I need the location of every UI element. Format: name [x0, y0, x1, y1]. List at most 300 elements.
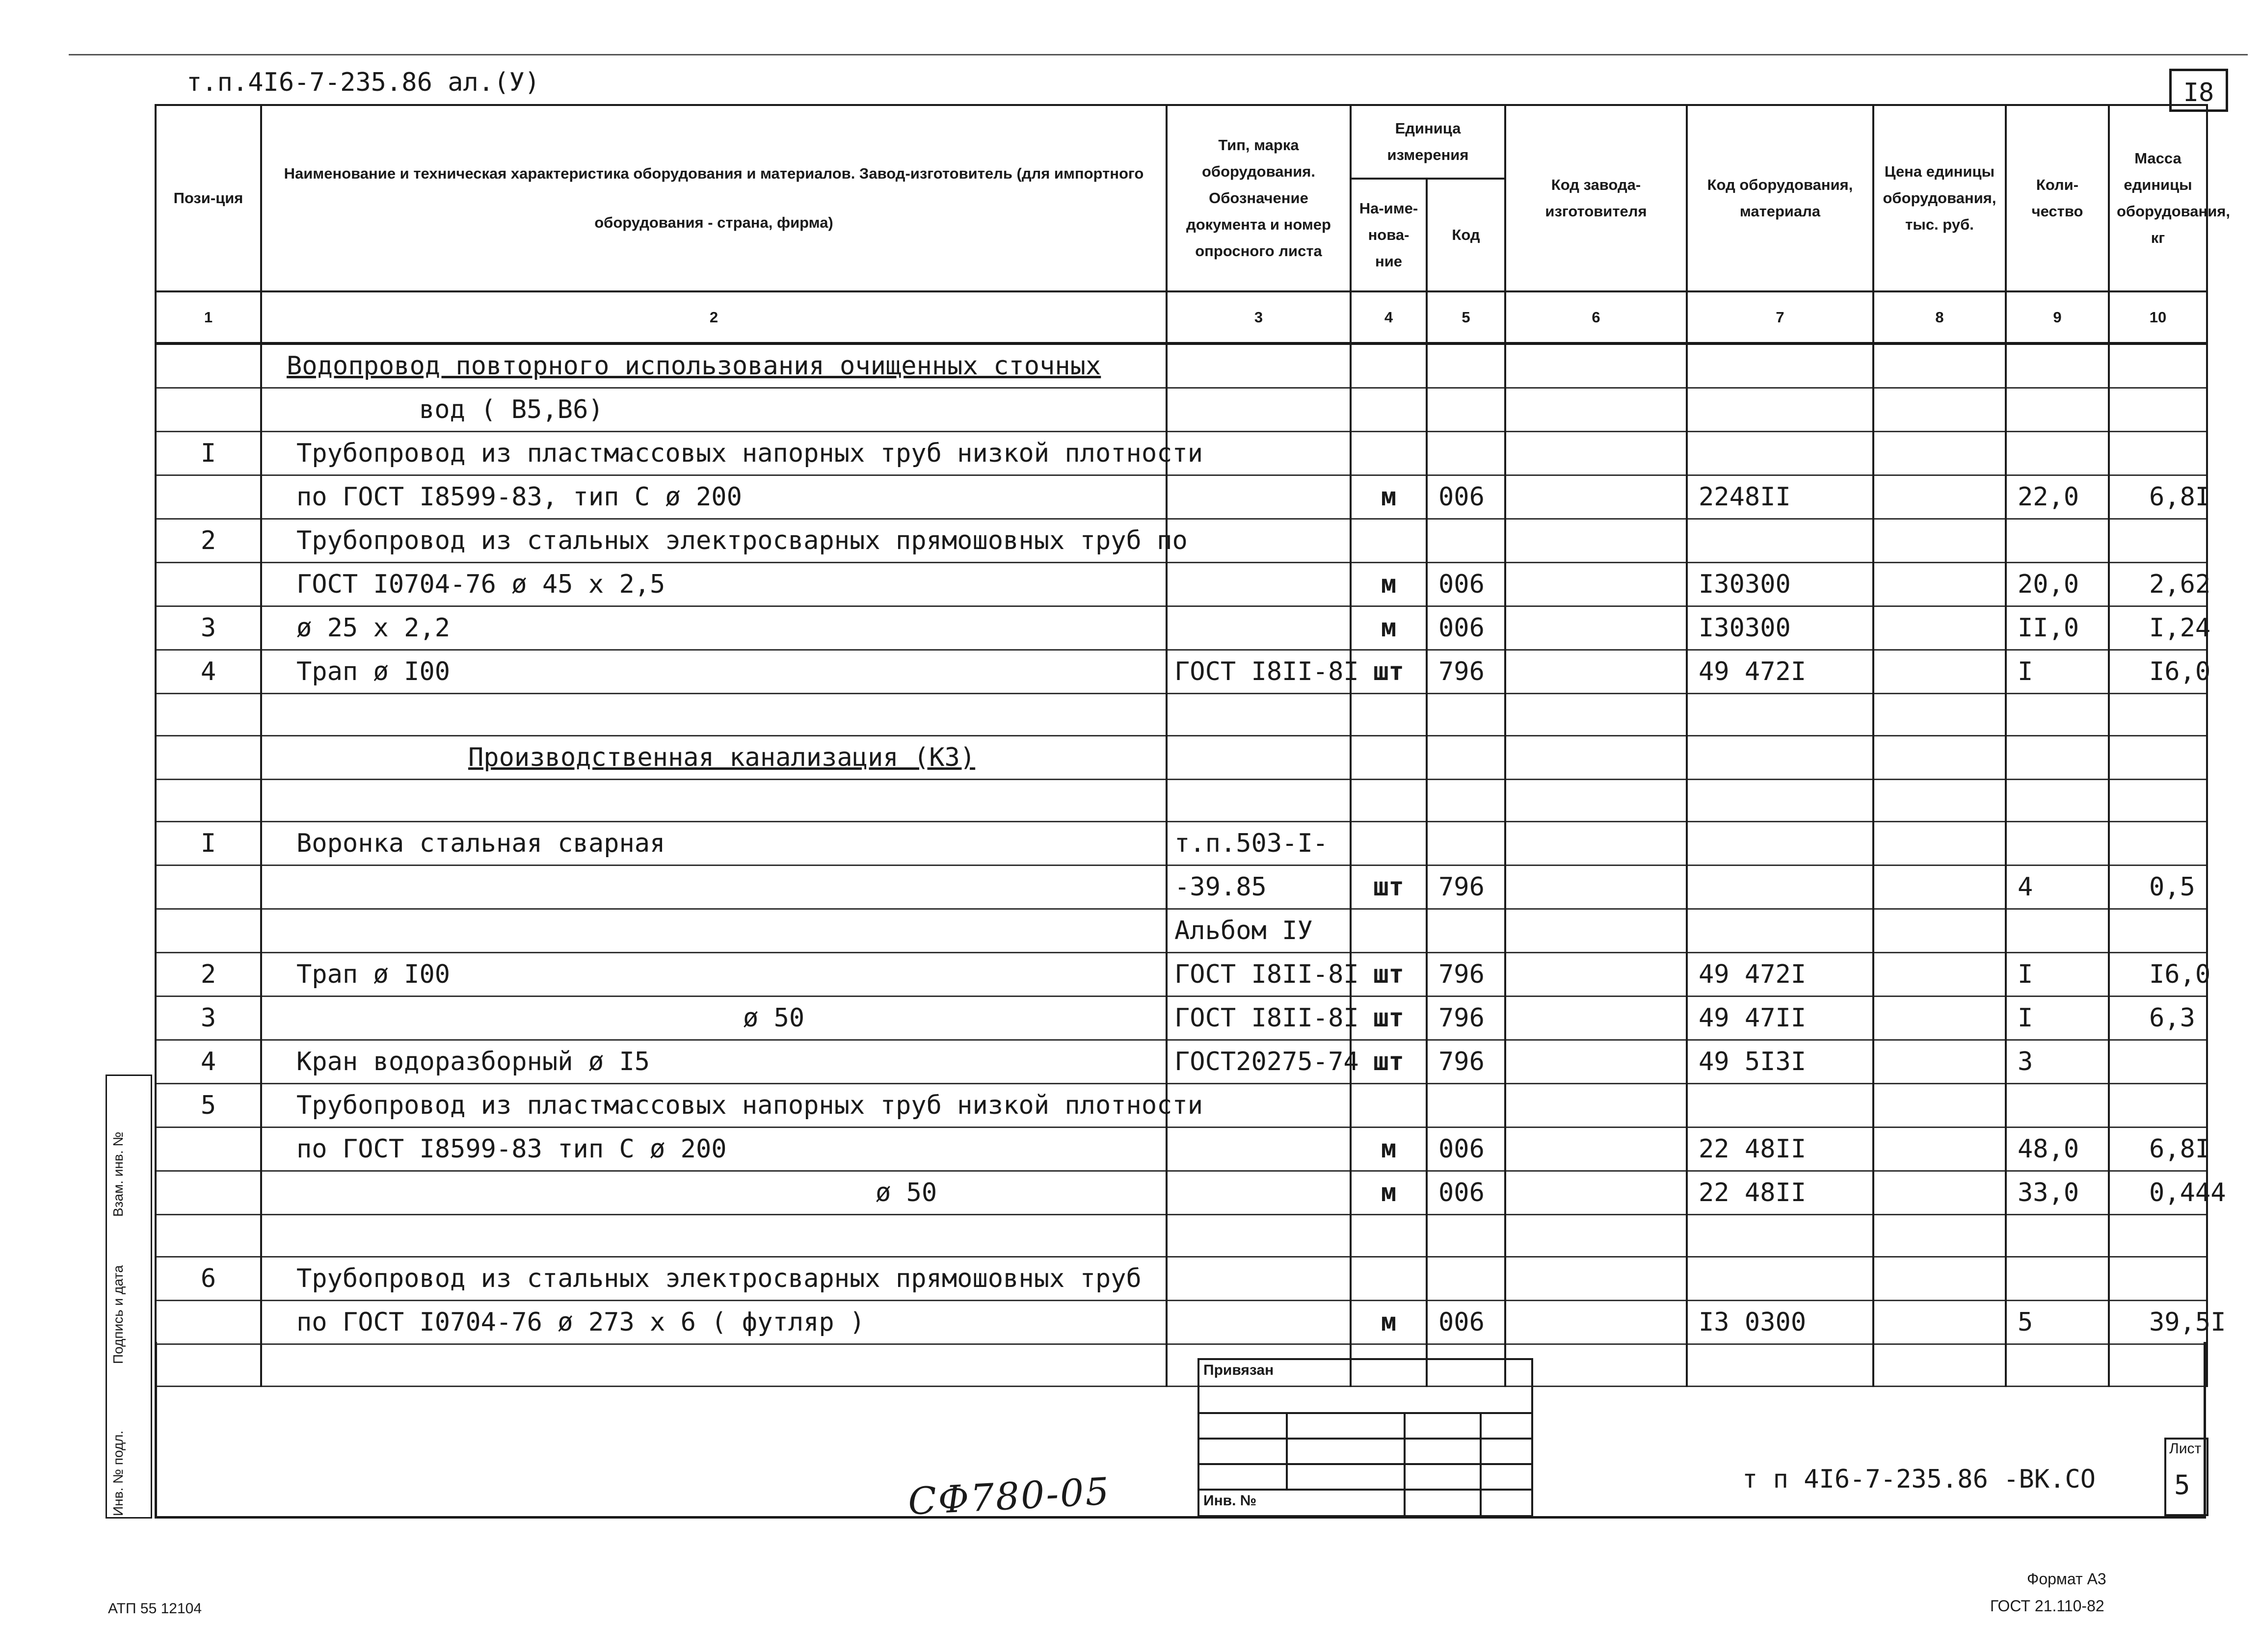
cell-unit-mass-text: 2,62	[2149, 570, 2211, 599]
side-label-signature-date: Подпись и дата	[110, 1265, 126, 1364]
cell-plant-code	[1505, 519, 1687, 563]
cell-quantity	[2006, 475, 2109, 519]
cell-unit	[1351, 650, 1427, 694]
cell-quantity-text: 48,0	[2018, 1134, 2079, 1164]
cell-unit-price	[1873, 780, 2006, 822]
header-position: Пози-ция	[156, 105, 261, 291]
item-name: Трап ø I00	[296, 960, 451, 989]
cell-equipment-code	[1687, 1171, 1873, 1215]
cell-position	[156, 865, 261, 909]
item-name: Трубопровод из пластмассовых напорных труб низкой плотности	[296, 1091, 1203, 1120]
cell-name	[261, 1040, 1167, 1084]
cell-unit-price	[1873, 475, 2006, 519]
cell-plant-code	[1505, 996, 1687, 1040]
cell-quantity-text: 4	[2018, 872, 2033, 902]
cell-name	[261, 563, 1167, 606]
cell-unit-price	[1873, 1215, 2006, 1257]
cell-quantity-text: 20,0	[2018, 570, 2079, 599]
cell-unit-mass-text: 6,8I	[2149, 482, 2211, 512]
table-row	[156, 388, 2207, 432]
cell-unit-code	[1427, 822, 1505, 865]
cell-plant-code	[1505, 1128, 1687, 1171]
cell-unit-code	[1427, 475, 1505, 519]
cell-type	[1167, 996, 1359, 1040]
item-name: Воронка стальная сварная	[296, 829, 665, 858]
cell-name	[261, 519, 1188, 563]
cell-equipment-code-text: I30300	[1699, 570, 1791, 599]
column-number: 10	[2109, 291, 2207, 343]
cell-plant-code	[1505, 736, 1687, 780]
cell-unit-mass-text: 6,3	[2149, 1003, 2195, 1033]
cell-quantity	[2006, 343, 2109, 388]
cell-type	[1167, 822, 1351, 865]
cell-quantity	[2006, 1040, 2109, 1084]
table-row	[156, 1215, 2207, 1257]
cell-plant-code	[1505, 694, 1687, 736]
cell-unit-code	[1427, 1084, 1505, 1128]
cell-unit	[1351, 1215, 1427, 1257]
cell-equipment-code-text: 22 48II	[1699, 1178, 1807, 1207]
cell-equipment-code	[1687, 865, 1873, 909]
table-row	[156, 1084, 2207, 1128]
table-row	[156, 736, 2207, 780]
cell-quantity	[2006, 1215, 2109, 1257]
cell-unit	[1351, 1084, 1427, 1128]
binding-stamp	[1197, 1358, 1533, 1517]
cell-position-text: 6	[200, 1264, 216, 1293]
cell-quantity	[2006, 650, 2109, 694]
cell-equipment-code	[1687, 780, 1873, 822]
cell-unit-price	[1873, 388, 2006, 432]
cell-name	[261, 1171, 1167, 1215]
cell-position	[156, 953, 261, 996]
cell-unit-code-text: 796	[1438, 872, 1485, 902]
cell-unit-code	[1427, 996, 1505, 1040]
cell-plant-code	[1505, 343, 1687, 388]
cell-position-text: 5	[200, 1091, 216, 1120]
cell-unit-code	[1427, 865, 1505, 909]
column-number: 7	[1687, 291, 1873, 343]
table-row	[156, 1257, 2207, 1301]
cell-quantity	[2006, 996, 2109, 1040]
cell-quantity	[2006, 822, 2109, 865]
header-unit-code: Код	[1427, 179, 1505, 291]
sheet-label: Лист	[2169, 1441, 2202, 1457]
cell-unit	[1351, 694, 1427, 736]
item-name: ø 50	[743, 1003, 805, 1033]
cell-unit-price	[1873, 519, 2006, 563]
cell-equipment-code	[1687, 953, 1873, 996]
cell-unit-price	[1873, 909, 2006, 953]
cell-unit	[1351, 1040, 1427, 1084]
cell-unit-code-text: 796	[1438, 657, 1485, 686]
cell-unit-code-text: 006	[1438, 1178, 1485, 1207]
gost-label: ГОСТ 21.110-82	[1990, 1597, 2104, 1615]
cell-unit-mass	[2109, 1257, 2207, 1301]
cell-unit-price	[1873, 606, 2006, 650]
cell-name	[261, 909, 1167, 953]
header-name: Наименование и техническая характеристика оборудования и материалов. Завод-изготовитель (для импортного оборудования - страна, фирма)	[261, 105, 1167, 291]
cell-equipment-code	[1687, 388, 1873, 432]
cell-quantity-text: 33,0	[2018, 1178, 2079, 1207]
table-row	[156, 1128, 2207, 1171]
cell-plant-code	[1505, 432, 1687, 475]
cell-position-text: 2	[200, 960, 216, 989]
cell-position	[156, 343, 261, 388]
cell-unit-code	[1427, 650, 1505, 694]
cell-unit-mass-text: 6,8I	[2149, 1134, 2211, 1164]
cell-quantity	[2006, 780, 2109, 822]
cell-unit-text: шт	[1373, 960, 1404, 989]
cell-name	[261, 865, 1167, 909]
cell-type-text: ГОСТ20275-74	[1174, 1047, 1359, 1076]
cell-quantity	[2006, 1301, 2109, 1344]
cell-name	[261, 953, 1167, 996]
cell-type-text: ГОСТ I8II-8I	[1174, 960, 1359, 989]
item-name: Трубопровод из пластмассовых напорных труб низкой плотности	[296, 439, 1203, 468]
cell-unit-price	[1873, 563, 2006, 606]
cell-unit-mass	[2109, 475, 2211, 519]
header-unit-group: Единица измерения	[1351, 105, 1505, 179]
column-number: 8	[1873, 291, 2006, 343]
cell-type	[1167, 1257, 1351, 1301]
header-unit-price: Цена единицы оборудования, тыс. руб.	[1873, 105, 2006, 291]
cell-type	[1167, 475, 1351, 519]
cell-unit-mass	[2109, 1301, 2226, 1344]
cell-equipment-code	[1687, 1301, 1873, 1344]
cell-unit-mass	[2109, 996, 2207, 1040]
cell-position-text: 4	[200, 1047, 216, 1076]
cell-name	[261, 780, 1167, 822]
cell-equipment-code	[1687, 606, 1873, 650]
cell-type	[1167, 953, 1359, 996]
cell-type-text: ГОСТ I8II-8I	[1174, 1003, 1359, 1033]
cell-unit	[1351, 780, 1427, 822]
cell-quantity-text: II,0	[2018, 613, 2079, 643]
item-name: вод ( В5,В6)	[419, 395, 604, 424]
cell-plant-code	[1505, 1171, 1687, 1215]
cell-quantity	[2006, 1171, 2109, 1215]
cell-unit-code	[1427, 519, 1505, 563]
cell-unit-code	[1427, 1215, 1505, 1257]
cell-unit-mass	[2109, 909, 2207, 953]
header-plant-code: Код завода-изготовителя	[1505, 105, 1687, 291]
header-equipment-code: Код оборудования, материала	[1687, 105, 1873, 291]
item-name: ø 50	[876, 1178, 937, 1207]
cell-name	[261, 1084, 1203, 1128]
cell-quantity	[2006, 1257, 2109, 1301]
cell-unit-text: шт	[1373, 1047, 1404, 1076]
header-type: Тип, марка оборудования. Обозначение документа и номер опросного листа	[1167, 105, 1351, 291]
cell-plant-code	[1505, 475, 1687, 519]
cell-equipment-code	[1687, 650, 1873, 694]
cell-quantity-text: 5	[2018, 1308, 2033, 1337]
column-number: 2	[261, 291, 1167, 343]
cell-unit-code	[1427, 1171, 1505, 1215]
cell-unit	[1351, 822, 1427, 865]
cell-unit-text: м	[1381, 1134, 1397, 1164]
cell-plant-code	[1505, 650, 1687, 694]
cell-equipment-code-text: I3 0300	[1699, 1308, 1807, 1337]
cell-quantity-text: I	[2018, 960, 2033, 989]
cell-unit-code	[1427, 1040, 1505, 1084]
cell-equipment-code-text: 49 47II	[1699, 1003, 1807, 1033]
cell-unit-mass	[2109, 432, 2207, 475]
cell-quantity	[2006, 519, 2109, 563]
cell-unit-mass	[2109, 822, 2207, 865]
cell-quantity	[2006, 694, 2109, 736]
cell-unit	[1351, 1301, 1427, 1344]
table-row	[156, 475, 2207, 519]
cell-type	[1167, 650, 1359, 694]
cell-position	[156, 1084, 261, 1128]
cell-unit-code	[1427, 736, 1505, 780]
cell-unit-code-text: 006	[1438, 1134, 1485, 1164]
table-row	[156, 780, 2207, 822]
cell-unit	[1351, 996, 1427, 1040]
cell-position	[156, 909, 261, 953]
doc-reference: т.п.4I6-7-235.86 ал.(У)	[186, 68, 540, 97]
cell-name	[261, 736, 1167, 780]
cell-quantity	[2006, 606, 2109, 650]
cell-unit-code	[1427, 343, 1505, 388]
header-quantity: Коли-чество	[2006, 105, 2109, 291]
table-row	[156, 1301, 2207, 1344]
cell-position	[156, 1040, 261, 1084]
cell-equipment-code	[1687, 996, 1873, 1040]
cell-unit-mass	[2109, 1171, 2226, 1215]
cell-position-text: 3	[200, 1003, 216, 1033]
cell-quantity-text: I	[2018, 657, 2033, 686]
specification-body	[156, 343, 2226, 1387]
cell-type	[1167, 865, 1351, 909]
table-row	[156, 432, 2207, 475]
cell-equipment-code	[1687, 1215, 1873, 1257]
cell-equipment-code	[1687, 736, 1873, 780]
table-row	[156, 996, 2207, 1040]
cell-unit-mass-text: 39,5I	[2149, 1308, 2226, 1337]
table-row	[156, 953, 2207, 996]
cell-quantity	[2006, 1084, 2109, 1128]
handwritten-note: СФ780-05	[906, 1469, 1112, 1523]
cell-equipment-code	[1687, 432, 1873, 475]
cell-position	[156, 822, 261, 865]
cell-unit-code	[1427, 388, 1505, 432]
cell-plant-code	[1505, 1301, 1687, 1344]
cell-unit-text: м	[1381, 570, 1397, 599]
cell-equipment-code-text: 22 48II	[1699, 1134, 1807, 1164]
cell-type	[1167, 736, 1351, 780]
cell-unit-mass	[2109, 1040, 2207, 1084]
cell-unit-price	[1873, 996, 2006, 1040]
cell-unit-code-text: 796	[1438, 1047, 1485, 1076]
cell-position	[156, 432, 261, 475]
cell-type	[1167, 1040, 1359, 1084]
cell-unit-code	[1427, 606, 1505, 650]
item-name: Кран водоразборный ø I5	[296, 1047, 650, 1076]
cell-equipment-code-text: 49 472I	[1699, 657, 1807, 686]
side-label-replaced-inv: Взам. инв. №	[110, 1131, 126, 1217]
cell-name	[261, 1301, 1167, 1344]
header-unit-mass: Масса единицы оборудования, кг	[2109, 105, 2207, 291]
section-title: Водопровод повторного использования очищенных сточных	[287, 351, 1101, 381]
cell-unit-code	[1427, 1128, 1505, 1171]
cell-plant-code	[1505, 822, 1687, 865]
cell-unit-code	[1427, 1257, 1505, 1301]
cell-name	[261, 606, 1167, 650]
cell-unit-mass	[2109, 736, 2207, 780]
cell-unit	[1351, 343, 1427, 388]
item-name: ГОСТ I0704-76 ø 45 х 2,5	[296, 570, 665, 599]
cell-equipment-code	[1687, 563, 1873, 606]
cell-unit-price	[1873, 343, 2006, 388]
cell-unit-mass-text: 0,5	[2149, 872, 2195, 902]
cell-unit-mass	[2109, 1128, 2211, 1171]
cell-unit-code-text: 796	[1438, 1003, 1485, 1033]
cell-name	[261, 822, 1167, 865]
cell-unit-code-text: 006	[1438, 570, 1485, 599]
item-name: Трубопровод из стальных электросварных прямошовных труб	[296, 1264, 1142, 1293]
cell-unit-mass	[2109, 694, 2207, 736]
cell-unit-mass	[2109, 1215, 2207, 1257]
cell-quantity	[2006, 1128, 2109, 1171]
cell-equipment-code	[1687, 1128, 1873, 1171]
cell-position	[156, 694, 261, 736]
cell-unit-mass-text: I6,0	[2149, 960, 2211, 989]
cell-quantity-text: 22,0	[2018, 482, 2079, 512]
cell-unit-text: м	[1381, 482, 1397, 512]
cell-equipment-code	[1687, 343, 1873, 388]
cell-equipment-code-text: I30300	[1699, 613, 1791, 643]
table-row	[156, 822, 2207, 865]
cell-unit-code-text: 006	[1438, 613, 1485, 643]
cell-unit-price	[1873, 1128, 2006, 1171]
cell-position	[156, 1171, 261, 1215]
cell-equipment-code	[1687, 1257, 1873, 1301]
cell-unit-text: шт	[1373, 872, 1404, 902]
cell-type	[1167, 343, 1351, 388]
cell-equipment-code	[1687, 1084, 1873, 1128]
cell-position-text: 2	[200, 526, 216, 555]
cell-equipment-code	[1687, 822, 1873, 865]
cell-unit-mass	[2109, 606, 2211, 650]
cell-position	[156, 563, 261, 606]
cell-unit-price	[1873, 1040, 2006, 1084]
cell-equipment-code	[1687, 519, 1873, 563]
cell-quantity-text: I	[2018, 1003, 2033, 1033]
cell-equipment-code	[1687, 475, 1873, 519]
cell-unit-price	[1873, 953, 2006, 996]
cell-unit	[1351, 475, 1427, 519]
cell-position	[156, 1301, 261, 1344]
cell-unit-price	[1873, 694, 2006, 736]
sheet-number-top: I8	[2169, 69, 2228, 112]
cell-type-text: ГОСТ I8II-8I	[1174, 657, 1359, 686]
cell-unit-code	[1427, 780, 1505, 822]
cell-unit	[1351, 432, 1427, 475]
cell-unit-code-text: 796	[1438, 960, 1485, 989]
cell-unit-price	[1873, 1257, 2006, 1301]
cell-type-text: Альбом IУ	[1174, 916, 1313, 945]
cell-position-text: 3	[200, 613, 216, 643]
cell-equipment-code-text: 49 472I	[1699, 960, 1807, 989]
cell-equipment-code	[1687, 1040, 1873, 1084]
cell-unit-mass	[2109, 650, 2211, 694]
side-label-original-inv: Инв. № подл.	[110, 1430, 126, 1516]
cell-name	[261, 1128, 1167, 1171]
cell-unit-price	[1873, 1084, 2006, 1128]
cell-unit-code	[1427, 953, 1505, 996]
cell-unit-text: шт	[1373, 657, 1404, 686]
cell-name	[261, 1257, 1167, 1301]
cell-name	[261, 343, 1167, 388]
cell-equipment-code	[1687, 909, 1873, 953]
cell-name	[261, 1215, 1167, 1257]
cell-unit-text: м	[1381, 1178, 1397, 1207]
cell-equipment-code-text: 49 5I3I	[1699, 1047, 1807, 1076]
cell-quantity	[2006, 953, 2109, 996]
cell-position-text: I	[200, 829, 216, 858]
cell-unit-mass	[2109, 388, 2207, 432]
table-row	[156, 650, 2207, 694]
table-row	[156, 1171, 2207, 1215]
cell-quantity	[2006, 432, 2109, 475]
cell-type	[1167, 1128, 1351, 1171]
cell-name	[261, 388, 1167, 432]
cell-type	[1167, 1171, 1351, 1215]
title-block-doc-code: т п 4I6-7-235.86 -ВК.СО	[1742, 1465, 2096, 1494]
cell-equipment-code-text: 2248II	[1699, 482, 1791, 512]
stamp-inv-label: Инв. №	[1198, 1490, 1405, 1516]
cell-unit-mass	[2109, 1084, 2207, 1128]
cell-unit-mass	[2109, 519, 2207, 563]
cell-unit-price	[1873, 822, 2006, 865]
cell-unit-code	[1427, 909, 1505, 953]
cell-unit-code-text: 006	[1438, 482, 1485, 512]
cell-unit-price	[1873, 650, 2006, 694]
cell-plant-code	[1505, 1084, 1687, 1128]
cell-plant-code	[1505, 563, 1687, 606]
cell-type	[1167, 606, 1351, 650]
cell-unit-code	[1427, 694, 1505, 736]
table-row	[156, 694, 2207, 736]
cell-quantity	[2006, 736, 2109, 780]
cell-position	[156, 1215, 261, 1257]
cell-position	[156, 519, 261, 563]
cell-unit-mass	[2109, 865, 2207, 909]
item-name: Трубопровод из стальных электросварных прямошовных труб по	[296, 526, 1188, 555]
cell-position	[156, 475, 261, 519]
cell-unit-price	[1873, 865, 2006, 909]
cell-type-text: -39.85	[1174, 872, 1267, 902]
cell-position	[156, 1128, 261, 1171]
specification-table	[155, 104, 2231, 1387]
cell-unit	[1351, 1128, 1427, 1171]
item-name: ø 25 х 2,2	[296, 613, 451, 643]
cell-unit-price	[1873, 1171, 2006, 1215]
cell-name	[261, 650, 1167, 694]
cell-plant-code	[1505, 388, 1687, 432]
cell-plant-code	[1505, 909, 1687, 953]
cell-position	[156, 996, 261, 1040]
cell-unit	[1351, 736, 1427, 780]
cell-unit	[1351, 865, 1427, 909]
cell-unit-mass	[2109, 563, 2211, 606]
table-row	[156, 865, 2207, 909]
cell-unit	[1351, 909, 1427, 953]
cell-unit-mass-text: 0,444	[2149, 1178, 2226, 1207]
cell-equipment-code	[1687, 694, 1873, 736]
